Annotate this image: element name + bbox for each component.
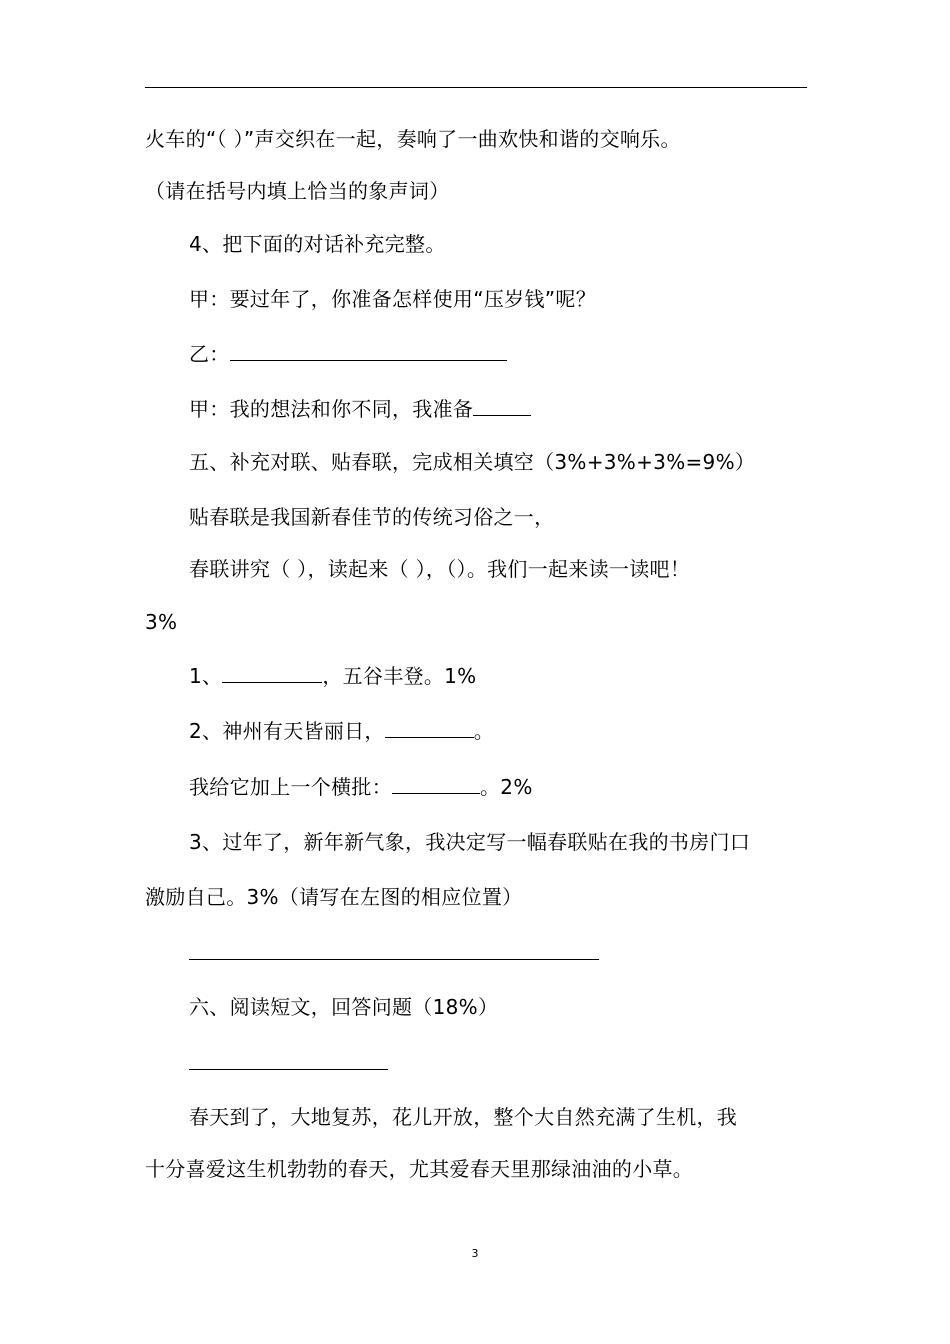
couplet-2 [189,717,494,745]
dialogue-yi [189,340,507,368]
section-5-heading: 五、补充对联、贴春联，完成相关填空（3%+3%+3%=9%） [189,450,756,474]
text-line-9: 春联讲究（ ），读起来（ ），（）。我们一起来读一读吧！ [189,557,691,581]
text-line-1: 火车的“（ ）”声交织在一起，奏响了一曲欢快和谐的交响乐。 [145,127,681,151]
couplet-1 [189,662,476,690]
text-line-2: （请在括号内填上恰当的象声词） [145,179,450,203]
dialogue-jia-1: 甲：要过年了，你准备怎样使用“压岁钱”呢？ [189,287,597,311]
text-line-10: 3% [145,610,178,634]
question-4-heading: 4、把下面的对话补充完整。 [189,232,446,256]
couplet-2-suffix: 。 [473,719,495,743]
couplet-2-text: 2、神州有天皆丽日， [189,719,385,743]
dialogue-yi-blank[interactable] [230,340,507,361]
text-line-15: 激励自己。3%（请写在左图的相应位置） [145,885,523,909]
text-line-19: 春天到了，大地复苏，花儿开放，整个大自然充满了生机，我 [189,1105,738,1129]
text-line-8: 贴春联是我国新春佳节的传统习俗之一， [189,505,555,529]
header-rule [145,87,807,88]
answer-line-title[interactable] [189,1069,388,1070]
answer-line-couplet[interactable] [189,959,599,960]
horizontal-scroll-text: 我给它加上一个横批： [189,775,392,799]
dialogue-jia-2 [189,395,531,423]
page-number: 3 [471,1247,479,1260]
horizontal-scroll-blank[interactable] [392,773,480,794]
couplet-1-number: 1、 [189,664,223,688]
text-line-20: 十分喜爱这生机勃勃的春天，尤其爱春天里那绿油油的小草。 [145,1157,694,1181]
text-line-14: 3、过年了，新年新气象，我决定写一幅春联贴在我的书房门口 [189,830,751,854]
couplet-2-blank[interactable] [385,717,474,738]
couplet-1-blank[interactable] [222,662,322,683]
section-6-heading: 六、阅读短文，回答问题（18%） [189,995,499,1019]
dialogue-yi-label: 乙： [189,342,230,366]
dialogue-jia-2-text: 甲：我的想法和你不同，我准备 [189,397,474,421]
horizontal-scroll [189,773,533,801]
couplet-1-text: ，五谷丰登。1% [322,664,477,688]
dialogue-jia-2-blank[interactable] [473,395,531,416]
horizontal-scroll-suffix: 。2% [480,775,533,799]
